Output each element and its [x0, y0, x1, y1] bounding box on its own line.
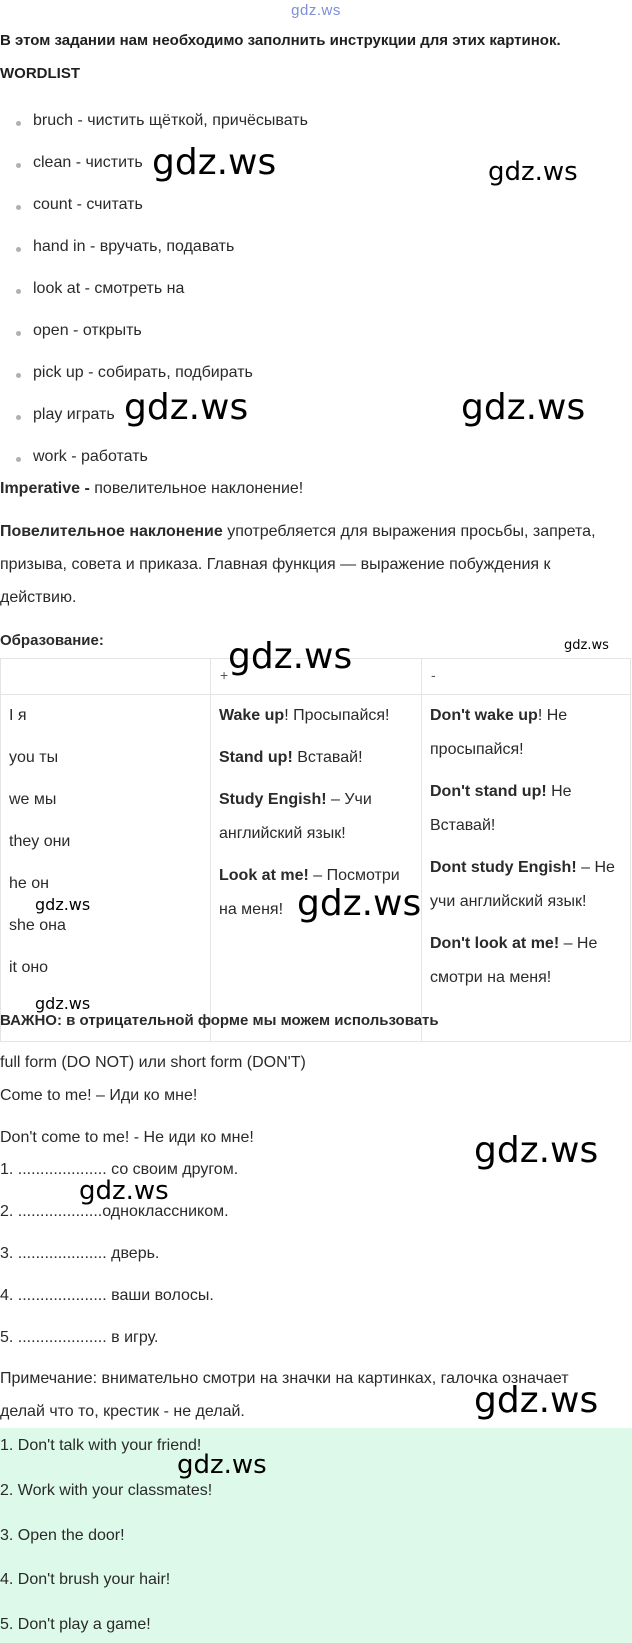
list-item: work - работать	[33, 448, 148, 465]
list-item: hand in - вручать, подавать	[33, 238, 235, 255]
positive-cell	[211, 695, 422, 1042]
header-plus: +	[220, 667, 229, 683]
pronouns-cell	[1, 695, 211, 1042]
answer-line: 1. Don't talk with your friend!	[0, 1437, 202, 1454]
list-item: clean - чистить	[33, 154, 143, 171]
watermark: gdz.ws	[474, 1380, 599, 1421]
pronoun: we мы	[9, 791, 57, 808]
watermark: gdz.ws	[177, 1450, 267, 1480]
answer-line: 3. Open the door!	[0, 1527, 125, 1544]
command: Don't look at me!	[430, 935, 560, 952]
watermark: gdz.ws	[488, 157, 578, 187]
positive-line	[219, 901, 283, 919]
note-line-2: делай что то, крестик - не делай.	[0, 1403, 245, 1420]
watermark: gdz.ws	[461, 387, 586, 428]
intro-text: В этом задании нам необходимо заполнить инструкции для этих картинок.	[0, 32, 561, 49]
command: Wake up	[219, 707, 285, 724]
translation: Вставай!	[430, 817, 496, 834]
answer-line: 2. Work with your classmates!	[0, 1482, 213, 1499]
translation: Не	[546, 783, 572, 800]
positive-line	[219, 707, 390, 725]
definition-text: употребляется для выражения просьбы, запрета,	[222, 523, 596, 540]
pronoun: he он	[9, 875, 49, 892]
list-item: bruch - чистить щёткой, причёсывать	[33, 112, 308, 129]
translation: ! Не	[537, 707, 568, 724]
bullet	[16, 415, 21, 420]
header-minus: -	[431, 667, 436, 683]
imperative-line	[0, 480, 303, 498]
bullet	[16, 121, 21, 126]
positive-line	[219, 825, 346, 843]
translation: – Посмотри	[308, 867, 400, 884]
watermark: gdz.ws	[35, 994, 91, 1013]
pronoun: I я	[9, 707, 27, 724]
bullet	[16, 373, 21, 378]
watermark: gdz.ws	[35, 895, 91, 914]
positive-line	[219, 791, 372, 809]
command: Stand up!	[219, 749, 293, 766]
important-text: full form (DO NOT) или short form (DON'T)	[0, 1054, 306, 1071]
list-item: pick up - собирать, подбирать	[33, 364, 253, 381]
imperative-term: Imperative -	[0, 480, 90, 497]
translation: – Учи	[326, 791, 372, 808]
answers-block	[0, 1428, 632, 1643]
task-line: 1. .................... со своим другом.	[0, 1161, 239, 1178]
pronoun: you ты	[9, 749, 59, 766]
negative-line	[430, 817, 495, 835]
answer-line: 5. Don't play a game!	[0, 1616, 151, 1633]
negative-line	[430, 969, 551, 987]
table-header-cell	[1, 659, 211, 695]
list-item: open - открыть	[33, 322, 142, 339]
definition-term: Повелительное наклонение	[0, 523, 223, 540]
definition-line-1	[0, 523, 596, 541]
watermark: gdz.ws	[297, 883, 422, 924]
pronoun: they они	[9, 833, 71, 850]
translation: учи английский язык!	[430, 893, 587, 910]
imperative-table	[0, 658, 631, 1042]
wordlist-title: WORDLIST	[0, 65, 80, 82]
bullet	[16, 331, 21, 336]
list-item: count - считать	[33, 196, 143, 213]
translation: ! Просыпайся!	[284, 707, 390, 724]
definition-line-2: призыва, совета и приказа. Главная функция — выражение побуждения к	[0, 556, 551, 573]
watermark: gdz.ws	[152, 142, 277, 183]
command: Dont study Engish!	[430, 859, 577, 876]
negative-line	[430, 935, 597, 953]
positive-line	[219, 749, 363, 767]
negative-cell	[422, 695, 631, 1042]
example-line: Don't come to me! - Не иди ко мне!	[0, 1129, 254, 1146]
site-logo[interactable]: gdz.ws	[291, 2, 341, 19]
formation-label: Образование:	[0, 632, 104, 649]
bullet	[16, 205, 21, 210]
negative-line	[430, 783, 572, 801]
translation: английский язык!	[219, 825, 346, 842]
watermark: gdz.ws	[474, 1130, 599, 1171]
pronoun: it оно	[9, 959, 49, 976]
bullet	[16, 457, 21, 462]
watermark: gdz.ws	[564, 638, 609, 653]
bullet	[16, 247, 21, 252]
task-line: 3. .................... дверь.	[0, 1245, 160, 1262]
command: Study Engish!	[219, 791, 327, 808]
bullet	[16, 163, 21, 168]
task-line: 2. ...................одноклассником.	[0, 1203, 229, 1220]
example-line: Come to me! – Иди ко мне!	[0, 1087, 198, 1104]
translation: – Не	[559, 935, 598, 952]
note-line-1: Примечание: внимательно смотри на значки на картинках, галочка означает	[0, 1370, 569, 1387]
list-item: look at - смотреть на	[33, 280, 185, 297]
watermark: gdz.ws	[79, 1176, 169, 1206]
command: Don't wake up	[430, 707, 538, 724]
translation: Вставай!	[292, 749, 363, 766]
translation: смотри на меня!	[430, 969, 552, 986]
negative-line	[430, 741, 524, 759]
important-heading: ВАЖНО: в отрицательной форме мы можем использовать	[0, 1012, 439, 1029]
bullet	[16, 289, 21, 294]
task-line: 5. .................... в игру.	[0, 1329, 159, 1346]
watermark: gdz.ws	[124, 387, 249, 428]
answer-line: 4. Don't brush your hair!	[0, 1571, 171, 1588]
translation: – Не	[576, 859, 615, 876]
translation: на меня!	[219, 901, 284, 918]
translation: просыпайся!	[430, 741, 524, 758]
task-line: 4. .................... ваши волосы.	[0, 1287, 214, 1304]
negative-line	[430, 707, 567, 725]
pronoun: she она	[9, 917, 66, 934]
table-header-cell	[422, 659, 631, 695]
table-row	[1, 695, 631, 1042]
list-item: play играть	[33, 406, 115, 423]
negative-line	[430, 893, 586, 911]
negative-line	[430, 859, 615, 877]
watermark: gdz.ws	[228, 636, 353, 677]
command: Don't stand up!	[430, 783, 547, 800]
imperative-text: повелительное наклонение!	[89, 480, 304, 497]
command: Look at me!	[219, 867, 309, 884]
definition-line-3: действию.	[0, 589, 77, 606]
